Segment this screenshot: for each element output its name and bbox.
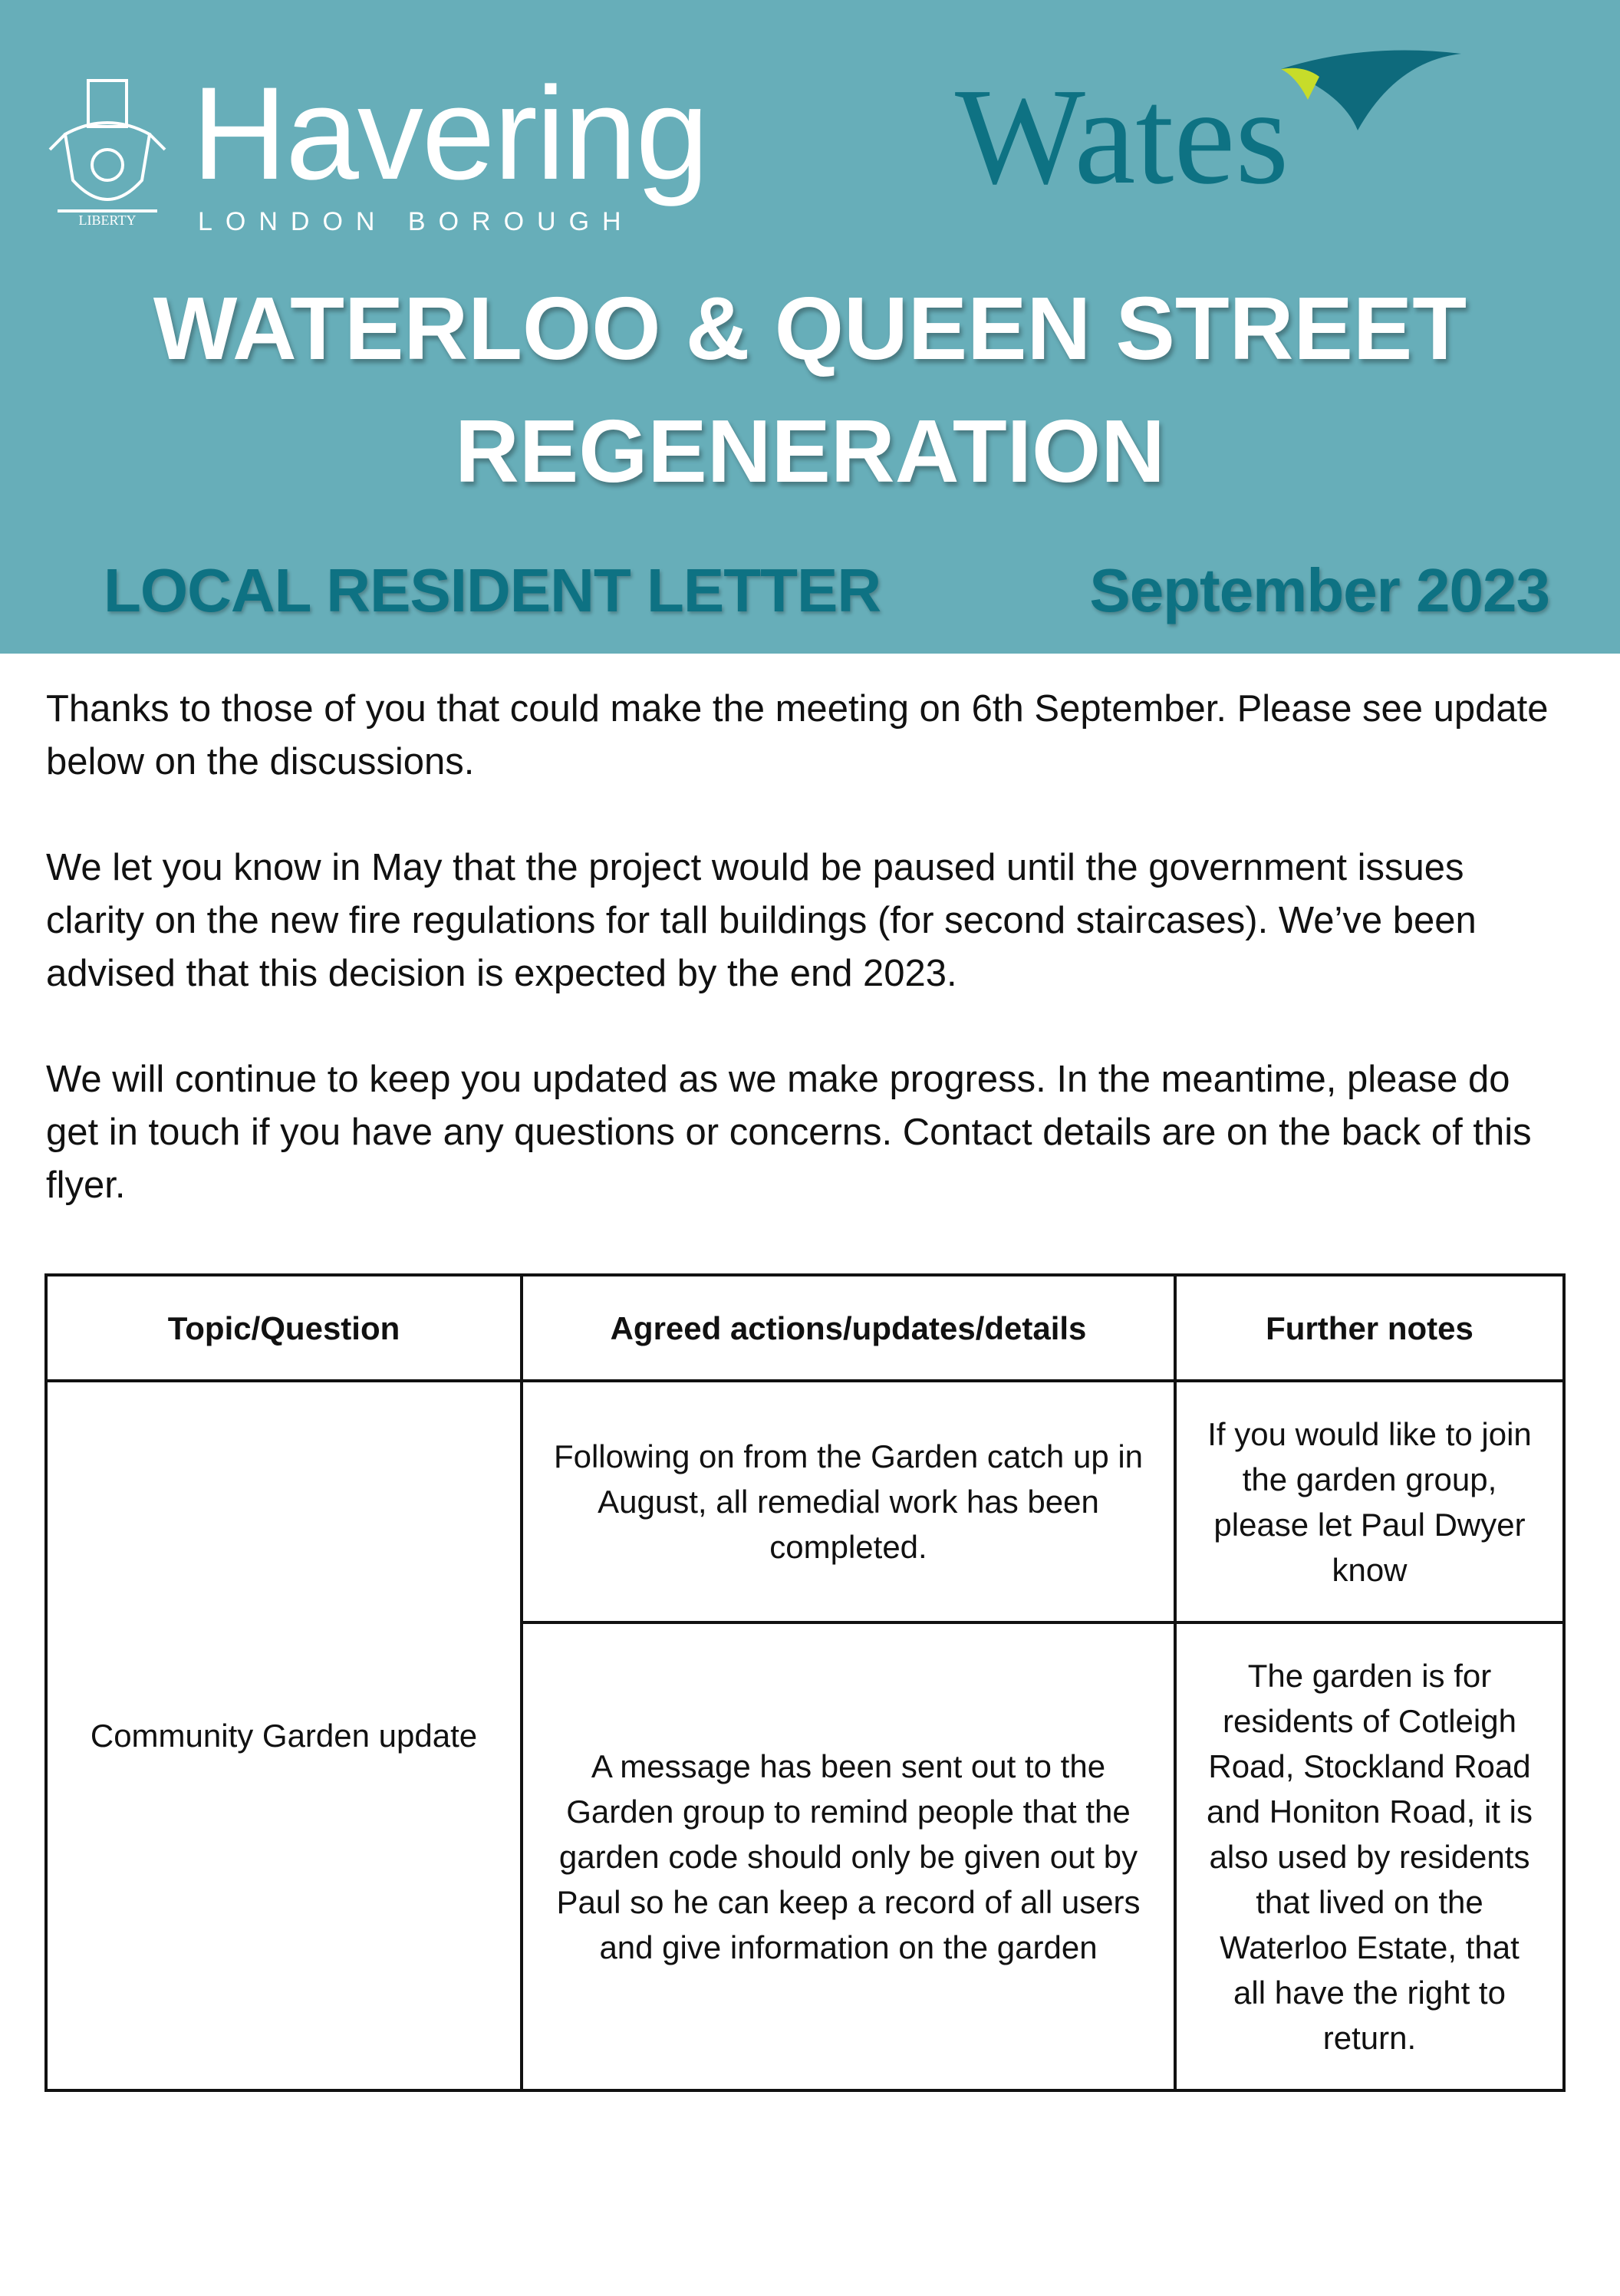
letter-body: [46, 683, 1569, 2092]
header-topic: Topic/Question: [46, 1275, 522, 1381]
svg-text:LIBERTY: LIBERTY: [78, 212, 137, 228]
havering-logo-text: Havering: [192, 60, 708, 207]
wates-sail-icon: [1273, 46, 1465, 130]
topic-cell: Community Garden update: [46, 1381, 522, 2090]
header-notes: Further notes: [1175, 1275, 1564, 1381]
paragraph-project-pause: We let you know in May that the project would be paused until the government issues clarity on the new fire regulations for tall buildings (for second staircases). We’ve been advised that this decision is expected by the end 2023.: [46, 847, 1477, 994]
note-cell: If you would like to join the garden group, please let Paul Dwyer know: [1175, 1381, 1564, 1622]
header-actions: Agreed actions/updates/details: [522, 1275, 1175, 1381]
header-banner: [0, 0, 1620, 654]
london-borough-text: LONDON BOROUGH: [198, 207, 634, 236]
paragraph-intro: Thanks to those of you that could make the meeting on 6th September. Please see update below on the discussions.: [46, 688, 1549, 782]
table-header-row: [46, 1275, 1564, 1381]
title-line-1: WATERLOO & QUEEN STREET: [153, 278, 1467, 378]
paragraph-contact: We will continue to keep you updated as we make progress. In the meantime, please do get in touch if you have any questions or concerns. Contact details are on the back of this flyer.: [46, 1059, 1532, 1206]
letter-type: LOCAL RESIDENT LETTER: [104, 556, 881, 624]
action-cell: Following on from the Garden catch up in August, all remedial work has been completed.: [522, 1381, 1175, 1622]
wates-logo-text: Wates: [955, 60, 1289, 212]
letter-date: September 2023: [1089, 556, 1549, 624]
updates-table: [44, 1273, 1566, 2092]
note-cell: The garden is for residents of Cotleigh Road, Stockland Road and Honiton Road, it is also used by residents that lived on the Waterloo Estate, that all have the right to return.: [1175, 1622, 1564, 2090]
title-line-2: REGENERATION: [455, 401, 1165, 501]
table-row: [46, 1381, 1564, 1622]
havering-crest-logo: [42, 73, 173, 230]
action-cell: A message has been sent out to the Garden group to remind people that the garden code should only be given out by Paul so he can keep a record of all users and give information on the garden: [522, 1622, 1175, 2090]
